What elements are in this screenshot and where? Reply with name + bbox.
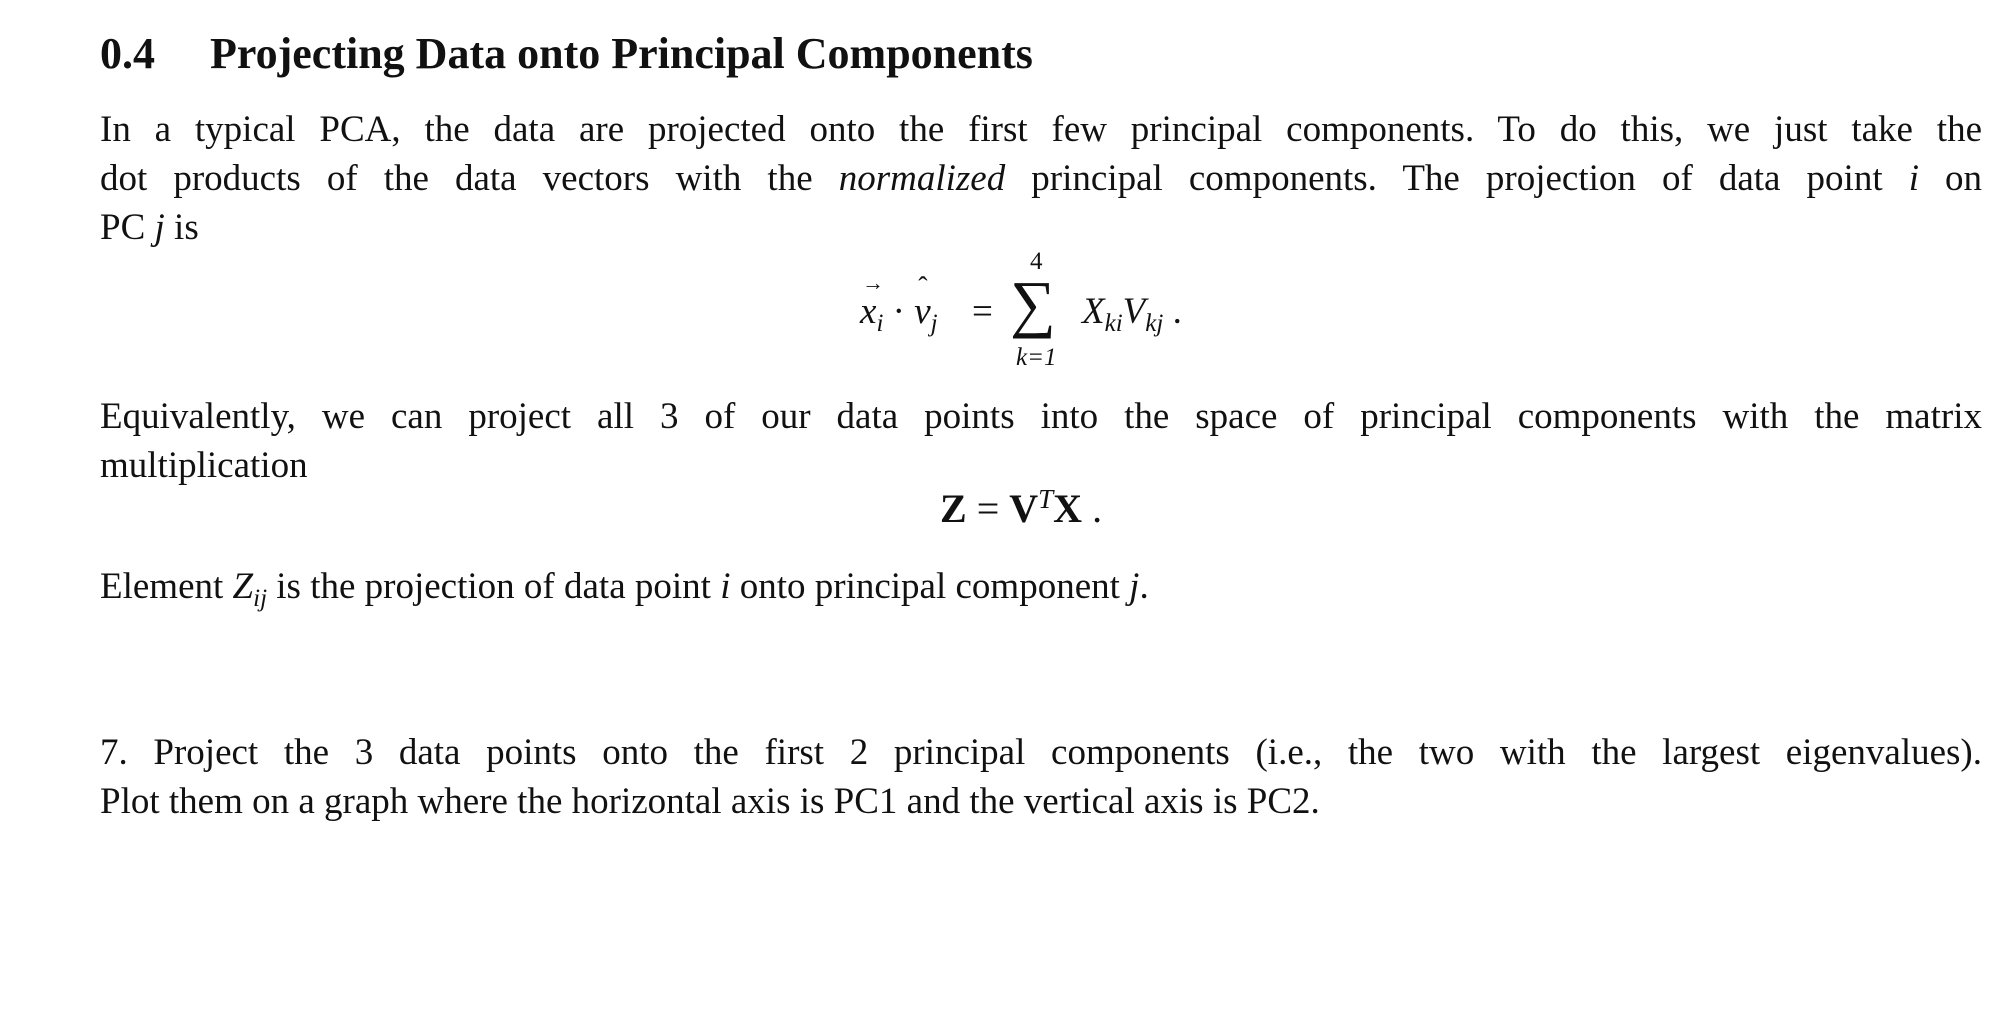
element-line [100, 562, 1982, 623]
question-line-1: 7. Project the 3 data points onto the first 2 principal components (i.e., the two with the largest eigenvalues). [100, 732, 1982, 773]
intro-line-2 [100, 154, 1982, 203]
transpose-superscript: T [1038, 484, 1054, 514]
matrix-v: V [1009, 486, 1039, 531]
sum-lower-limit [1016, 344, 1056, 372]
equivalence-paragraph [100, 392, 1982, 490]
projection-equation [860, 248, 1260, 378]
intro-line-3 [100, 203, 1982, 252]
subscript-kj: kj [1145, 310, 1164, 337]
equation-rhs [1082, 290, 1182, 338]
element-text: Element [100, 566, 224, 607]
matrix-v: V [1122, 291, 1146, 332]
section-heading [100, 24, 1033, 84]
element-period: . [1139, 566, 1149, 607]
vector-x: → x [860, 290, 876, 333]
intro-text: PC [100, 207, 146, 248]
equals-sign: = [972, 291, 993, 332]
matrix-z: Z [940, 486, 967, 531]
intro-line-1: In a typical PCA, the data are projected onto the first few principal components. To do this, we just take the [100, 109, 1982, 150]
intro-text: dot products of the data vectors with the [100, 158, 813, 199]
section-title: Projecting Data onto Principal Components [210, 29, 1033, 78]
subscript-j: j [930, 310, 938, 337]
summation-symbol: ∑ [1010, 268, 1056, 339]
element-text: onto principal component [739, 566, 1120, 607]
matrix-x: X [1082, 291, 1105, 332]
variable-i: i [720, 566, 731, 607]
matrix-equation [940, 484, 1102, 532]
sum-upper-limit: 4 [1030, 248, 1043, 275]
unit-vector-v: ˆ v [914, 290, 930, 333]
emphasis-normalized: normalized [838, 158, 1006, 199]
matrix-x: X [1053, 486, 1083, 531]
variable-i: i [1908, 158, 1919, 199]
intro-text: is [174, 207, 199, 248]
subscript-ki: ki [1104, 310, 1123, 337]
equivalence-line-2: multiplication [100, 445, 308, 486]
intro-text: on [1945, 158, 1983, 199]
element-text: is the projection of data point [276, 566, 711, 607]
intro-paragraph [100, 105, 1982, 252]
subscript-i: i [876, 310, 884, 337]
variable-j: j [1129, 566, 1140, 607]
sum-index: k=1 [1016, 344, 1057, 371]
element-z: Z [232, 566, 254, 607]
equation-lhs [860, 290, 938, 338]
question-line-2: Plot them on a graph where the horizontal axis is PC1 and the vertical axis is PC2. [100, 781, 1320, 822]
question-7 [100, 728, 1982, 826]
equivalence-line-1: Equivalently, we can project all 3 of our data points into the space of principal components with the matrix [100, 396, 1982, 437]
intro-text: principal components. The projection of data point [1031, 158, 1883, 199]
equation-period: . [1172, 291, 1182, 332]
element-paragraph [100, 562, 1982, 623]
section-number: 0.4 [100, 29, 155, 78]
variable-j: j [154, 207, 165, 248]
dot-operator: · [892, 291, 905, 332]
subscript-ij: ij [253, 585, 268, 612]
equals-sign: = [976, 486, 1000, 531]
equation-period: . [1092, 486, 1103, 531]
